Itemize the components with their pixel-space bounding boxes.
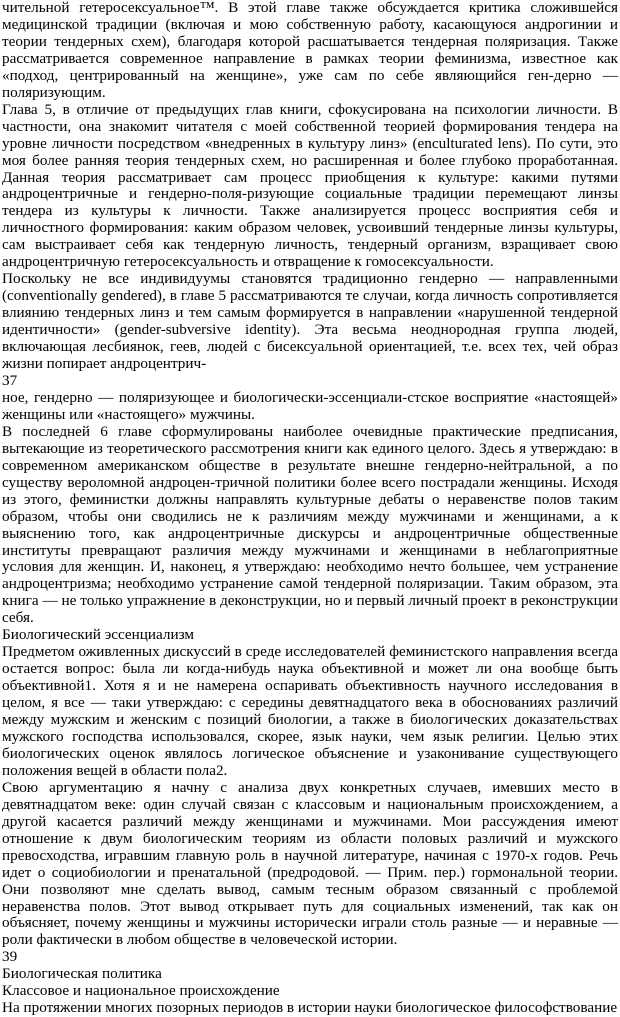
section-heading-biological-essentialism: Биологический эссенциализм	[2, 626, 194, 644]
paragraph-objectivity: Предметом оживленных дискуссий в среде исследователей феминистского направления всегда остается вопрос: была ли когда-нибудь наука объективной и может ли она вообще быть объективной1. Хотя я и не намерена оспаривать объективность научного исследования в целом, я все — таки утверждаю: с середины девятнадцатого века в обоснованиях различий между мужским и женским с позиций биологии, а также в биологических доказательствах мужского господства использовался, скорее, язык науки, чем язык религии. Целью этих биологических оценок являлось логическое объяснение и узаконивание существующего положения вещей в области пола2.	[2, 643, 618, 779]
paragraph-gender-subversive: Поскольку не все индивидуумы становятся традиционно гендерно — направленными (conventionally gendered), в главе 5 рассматриваются те случаи, когда личность сопротивляется влиянию тендерных линз и тем самым формируется в направлении «нарушенной тендерной идентичности» (gender-subversive identity). Эта весьма неоднородная группа людей, включающая лесбиянок, геев, людей с бисексуальной ориентацией, т.е. всех тех, чей образ жизни попирает андроцентрич-	[2, 270, 618, 373]
section-heading-biological-politics: Биологическая политика	[2, 965, 162, 983]
paragraph-chapter-5: Глава 5, в отличие от предыдущих глав книги, сфокусирована на психологии личности. В частности, она знакомит читателя с моей собственной теорией формирования тендера на уровне личности посредством «внедренных в культуру линз» (enculturated lens). По сути, это моя более ранняя теория тендерных схем, но расширенная и более глубоко проработанная. Данная теория рассматривает сам процесс приобщения к культуре: какими путями андроцентричные и гендерно-поля-ризующие социальные традиции перемещают линзы тендера из культуры к личности. Также анализируется процесс восприятия себя и личностного формирования: каким образом человек, усвоивший тендерные линзы культуры, сам выстраивает себя как тендерную личность, тендерный организм, взращивает свою андроцентричную гетеросексуальность и отвращение к гомосексуальности.	[2, 100, 618, 271]
page-number: 39	[2, 948, 18, 966]
paragraph-argument: Свою аргументацию я начну с анализа двух конкретных случаев, имевших место в девятнадцатом веке: один случай связан с классовым и национальным происхождением, а другой касается различий между женщинами и мужчинами. Мои рассуждения имеют отношение к двум биологическим теориям из области половых различий и мужского превосходства, игравшим главную роль в научной литературе, начиная с 1970-х годов. Речь идет о социобиологии и пренатальной (предродовой. — Прим. пер.) гормональной теории. Они позволяют мне сделать вывод, самым тесным образом связанный с проблемой неравенства полов. Этот вывод открывает путь для социальных изменений, так как он объясняет, почему женщины и мужчины исторически играли столь разные — и неравные — роли фактически в любом обществе в человеческой истории.	[2, 778, 618, 949]
paragraph-intro: чительной гетеросексуальное™. В этой главе также обсуждается критика сложившейся медицинской традиции (включая и мою собственную работу, касающуюся андрогинии и теории тендерных схем), благодаря которой расшатывается тендерная поляризация. Также рассматривается современное направление в рамках теории феминизма, известное как «подход, центрированный на женщине», уже сам по себе являющийся ген-дерно — поляризующим.	[2, 0, 618, 101]
section-heading-class-origin: Классовое и национальное происхождение	[2, 982, 280, 1000]
paragraph-last: На протяжении многих позорных периодов в истории науки биологическое философствование	[2, 999, 618, 1017]
paragraph-continuation: ное, гендерно — поляризующее и биологически-эссенциали-стское восприятие «настоящей» женщины или «настоящего» мужчины.	[2, 388, 618, 423]
page-number: 37	[2, 371, 18, 389]
paragraph-chapter-6: В последней 6 главе сформулированы наиболее очевидные практические предписания, вытекающие из теоретического рассмотрения книги как единого целого. Здесь я утверждаю: в современном американском обществе в результате внешне гендерно-нейтральной, а по существу вероломной андроцен-тричной политики более всего пострадали женщины. Исходя из этого, феминистки должны направлять культурные дебаты о неравенстве полов таким образом, чтобы они сводились не к различиям между мужчинами и женщинами, а к выяснению того, как андроцентричные дискурсы и андроцентричные общественные институты превращают различия между мужчинами и женщинами в неблагоприятные условия для женщин. И, наконец, я утверждаю: необходимо нечто большее, чем устранение андроцентризма; необходимо устранение самой тендерной поляризации. Таким образом, эта книга — не только упражнение в деконструкции, но и первый личный проект в реконструкции себя.	[2, 422, 618, 627]
document-page	[2, 0, 618, 1017]
